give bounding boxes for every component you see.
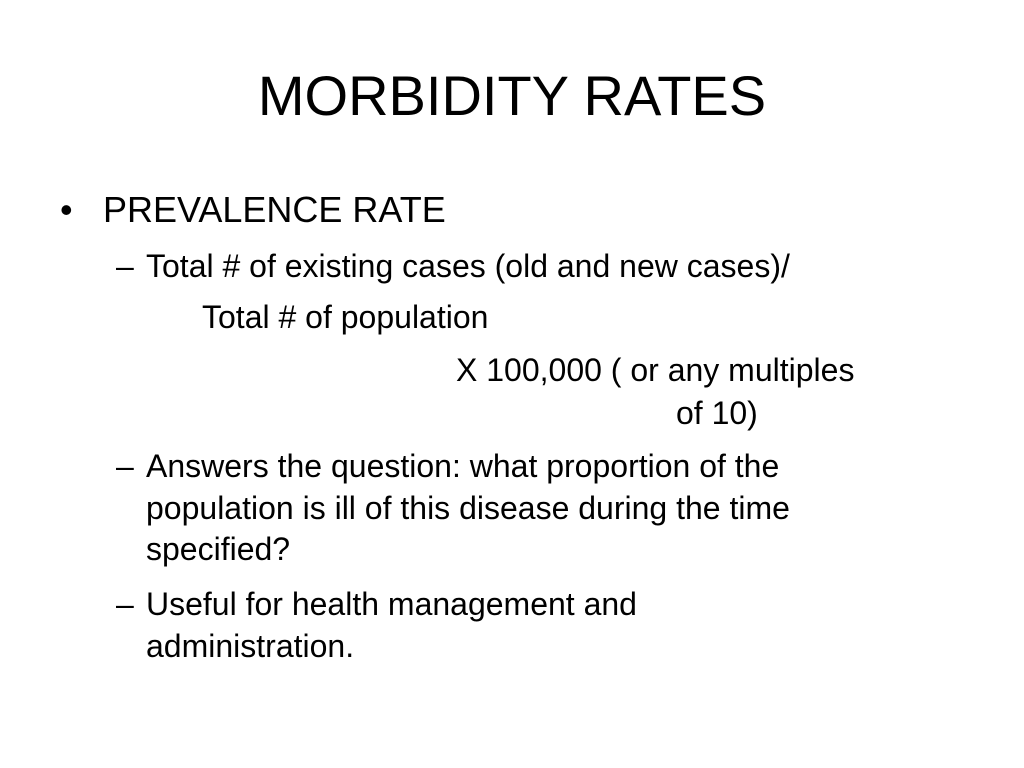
- formula-denominator: Total # of population: [202, 299, 489, 335]
- slide-title: MORBIDITY RATES: [257, 64, 767, 127]
- useful-line2: administration.: [146, 628, 355, 664]
- formula-numerator: Total # of existing cases (old and new cases)/: [146, 248, 790, 284]
- formula-multiplier-line2: of 10): [676, 395, 758, 431]
- bullet-icon: •: [60, 189, 73, 230]
- answers-line2: population is ill of this disease during the time: [146, 490, 790, 526]
- useful-line1: Useful for health management and: [146, 586, 637, 622]
- dash-icon: –: [116, 586, 134, 622]
- bullet-heading: PREVALENCE RATE: [103, 189, 446, 230]
- dash-icon: –: [116, 448, 134, 484]
- formula-multiplier-line1: X 100,000 ( or any multiples: [456, 352, 855, 388]
- answers-line1: Answers the question: what proportion of the: [146, 448, 780, 484]
- dash-icon: –: [116, 248, 134, 284]
- answers-line3: specified?: [146, 531, 291, 567]
